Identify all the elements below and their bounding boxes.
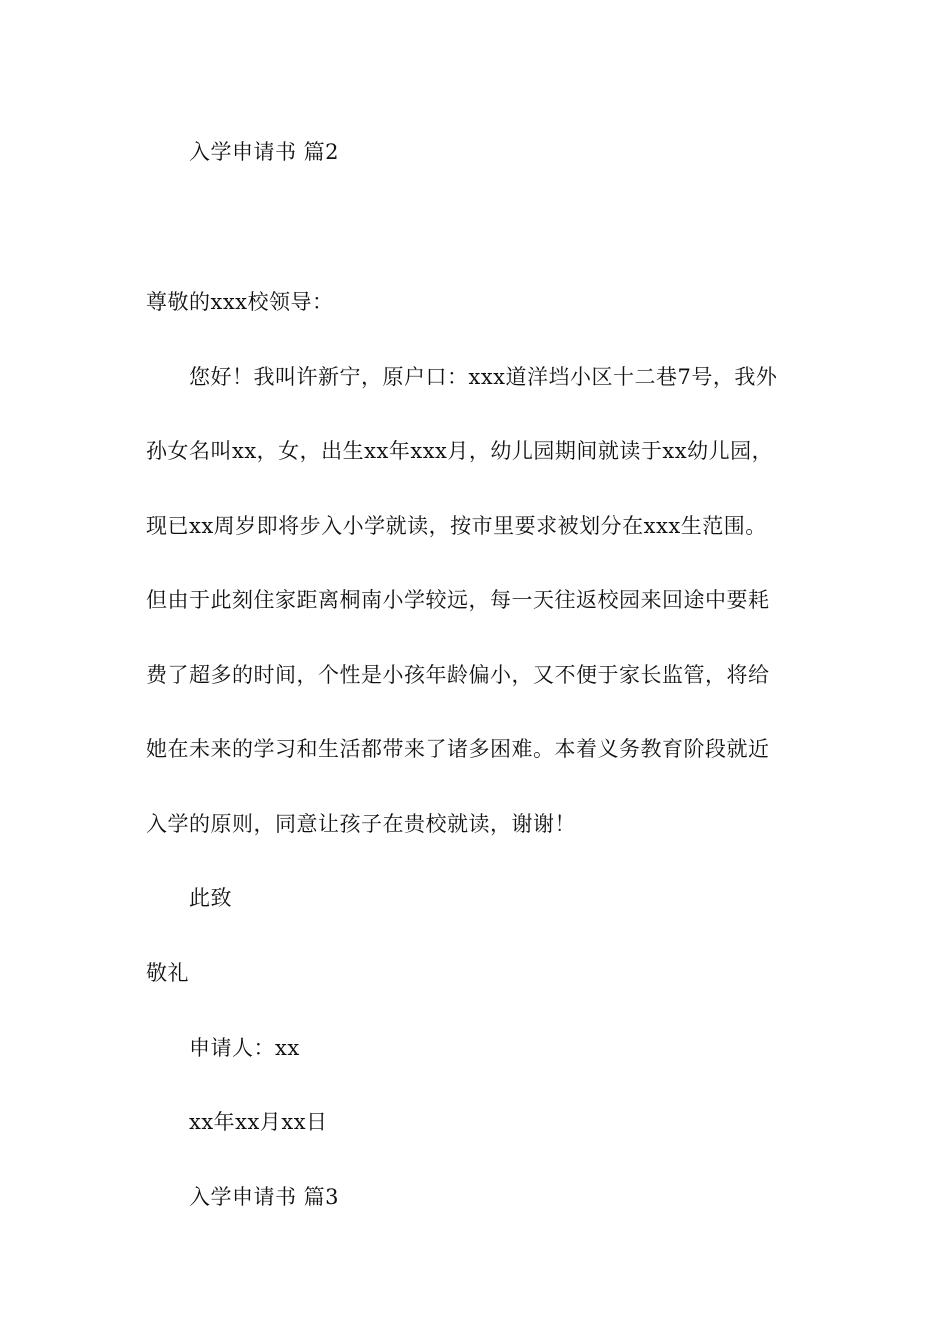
body-line: 但由于此刻住家距离桐南小学较远，每一天往返校园来回途中要耗: [146, 588, 770, 612]
body-line: 您好！我叫许新宁，原户口：xxx道洋垱小区十二巷7号，我外: [189, 365, 778, 389]
body-line: 孙女名叫xx，女，出生xx年xxx月，幼儿园期间就读于xx幼儿园，: [146, 439, 774, 463]
salutation: 尊敬的xxx校领导：: [146, 290, 334, 314]
date-line: xx年xx月xx日: [189, 1110, 328, 1134]
body-line: 她在未来的学习和生活都带来了诸多困难。本着义务教育阶段就近: [146, 737, 770, 761]
section-heading: 入学申请书 篇2: [189, 140, 340, 164]
section-heading: 入学申请书 篇3: [189, 1185, 340, 1209]
applicant-signature: 申请人：xx: [189, 1036, 300, 1060]
closing-salute: 敬礼: [146, 961, 189, 985]
closing-phrase: 此致: [189, 886, 232, 910]
body-line: 现已xx周岁即将步入小学就读，按市里要求被划分在xxx生范围。: [146, 514, 767, 538]
body-line: 费了超多的时间，个性是小孩年龄偏小，又不便于家长监管，将给: [146, 663, 770, 687]
body-line: 入学的原则，同意让孩子在贵校就读，谢谢！: [146, 812, 576, 836]
